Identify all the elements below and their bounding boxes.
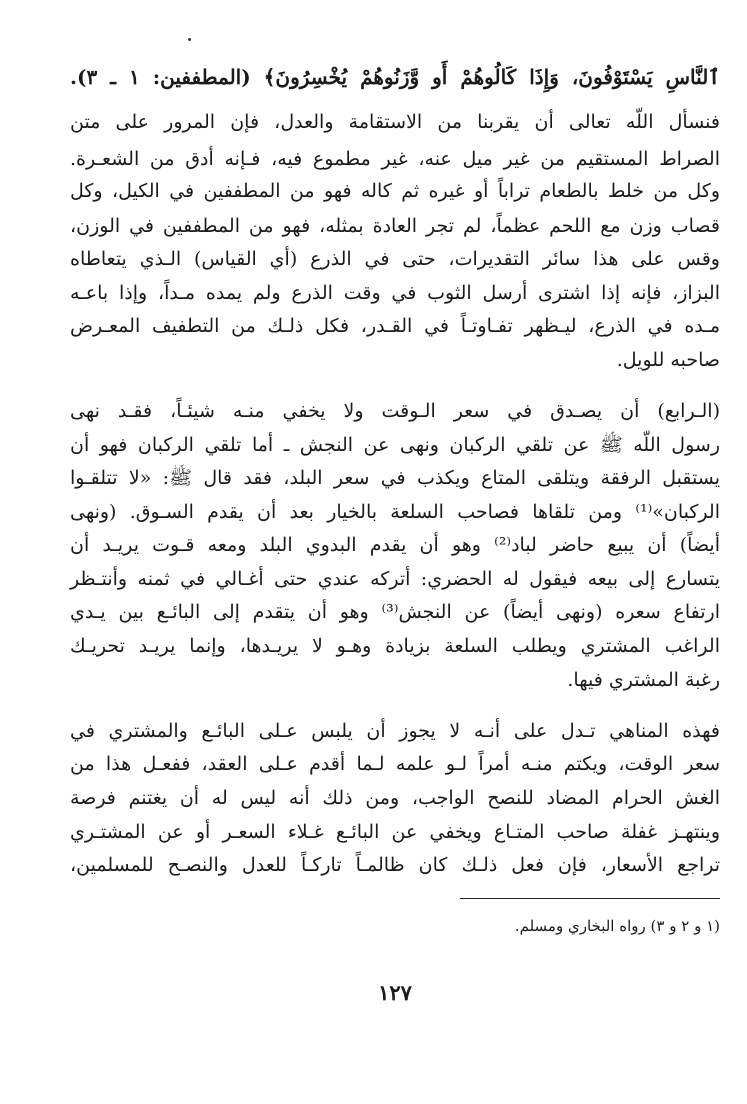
body-line: تراجع الأسعار، فإن فعل ذلـك كان ظالمـاً تاركـاً للعدل والنصـح للمسلمين، (70, 854, 720, 876)
body-line: أيضاً) أن يبيع حاضر لباد⁽²⁾ وهو أن يقدم البدوي البلد ومعه قـوت يريـد أن (70, 534, 720, 556)
body-line: صاحبه للويل. (616, 349, 720, 371)
footnote: (١ و ٢ و ٣) رواه البخاري ومسلم. (514, 917, 720, 935)
body-line: رسول اللّه ﷺ عن تلقي الركبان ونهى عن النجش ـ أما تلقي الركبان فهو أن (70, 434, 720, 456)
body-line: الغش الحرام المضاد للنصح الواجب، ومن ذلك أنه ليس له أن يغتنم فرصة (70, 787, 720, 809)
body-line: يتسارع إلى بيعه فيقول له الحضري: أتركه عندي حتى أغـالي في ثمنه وأنتـظر (70, 568, 720, 590)
body-line: فهذه المناهي تـدل على أنـه لا يجوز أن يلبس عـلى البائـع والمشتري في (70, 720, 720, 742)
body-line: الراغب المشتري ويطلب السلعة بزيادة وهـو لا يريـدها، وإنما يريـد تحريـك (70, 635, 720, 657)
body-line: وينتهـز غفلة صاحب المتـاع ويخفي عن البائـع غـلاء السعـر أو عن المشتـري (70, 821, 720, 843)
page-number: ١٢٧ (378, 980, 412, 1005)
body-line: (الـرابع) أن يصـدق في سعر الـوقت ولا يخفي منـه شيئـاً، فقـد نهى (70, 400, 720, 422)
body-line: الصراط المستقيم من غير ميل عنه، غير مطموع فيه، فـإنه أدق من الشعـرة. (70, 148, 720, 170)
document-page (70, 60, 720, 1080)
body-line: يستقبل الرفقة ويتلقى المتاع ويكذب في سعر البلد، فقد قال ﷺ: «لا تتلقـوا (70, 467, 720, 489)
body-line: مـده في الذرع، ليـظهر تفـاوتـاً في القـدر، فكل ذلـك من التطفيف المعـرض (70, 315, 721, 337)
body-line: وكل من خلط بالطعام تراباً أو غيره ثم كاله فهو من المطففين في الكيل، وكل (70, 180, 720, 202)
quran-verse-line: ٱلنَّاسِ يَسْتَوْفُونَ، وَإِذَا كَالُوهُمْ أَو وَّزَنُوهُمْ يُخْسِرُونَ﴾ (المطففين: ١ ـ ٣). (70, 65, 720, 89)
top-dot-mark (188, 38, 191, 41)
body-line: فنسأل اللّه تعالى أن يقربنا من الاستقامة والعدل، فإن المرور على متن (70, 111, 720, 133)
body-line: الركبان»⁽¹⁾ ومن تلقاها فصاحب السلعة بالخيار بعد أن يقدم السـوق. (ونهى (70, 501, 720, 523)
body-line: رغبة المشتري فيها. (567, 669, 720, 691)
body-line: وقس على هذا سائر التقديرات، حتى في الذرع (أي القياس) الـذي يتعاطاه (70, 248, 720, 270)
footnote-divider (460, 898, 720, 899)
body-line: ارتفاع سعره (ونهى أيضاً) عن النجش⁽³⁾ وهو أن يتقدم إلى البائـع بين يـدي (70, 601, 720, 623)
body-line: البزاز، فإنه إذا اشترى أرسل الثوب في وقت الذرع ولم يمده مـداً، وإذا باعـه (70, 282, 720, 304)
body-line: سعر الوقت، ويكتم منـه أمراً لـو علمه لـما أقدم عـلى العقد، ففعـل هذا من (70, 753, 720, 775)
body-line: قصاب وزن مع اللحم عظماً، لم تجر العادة بمثله، فهو من المطففين في الوزن، (70, 215, 720, 237)
